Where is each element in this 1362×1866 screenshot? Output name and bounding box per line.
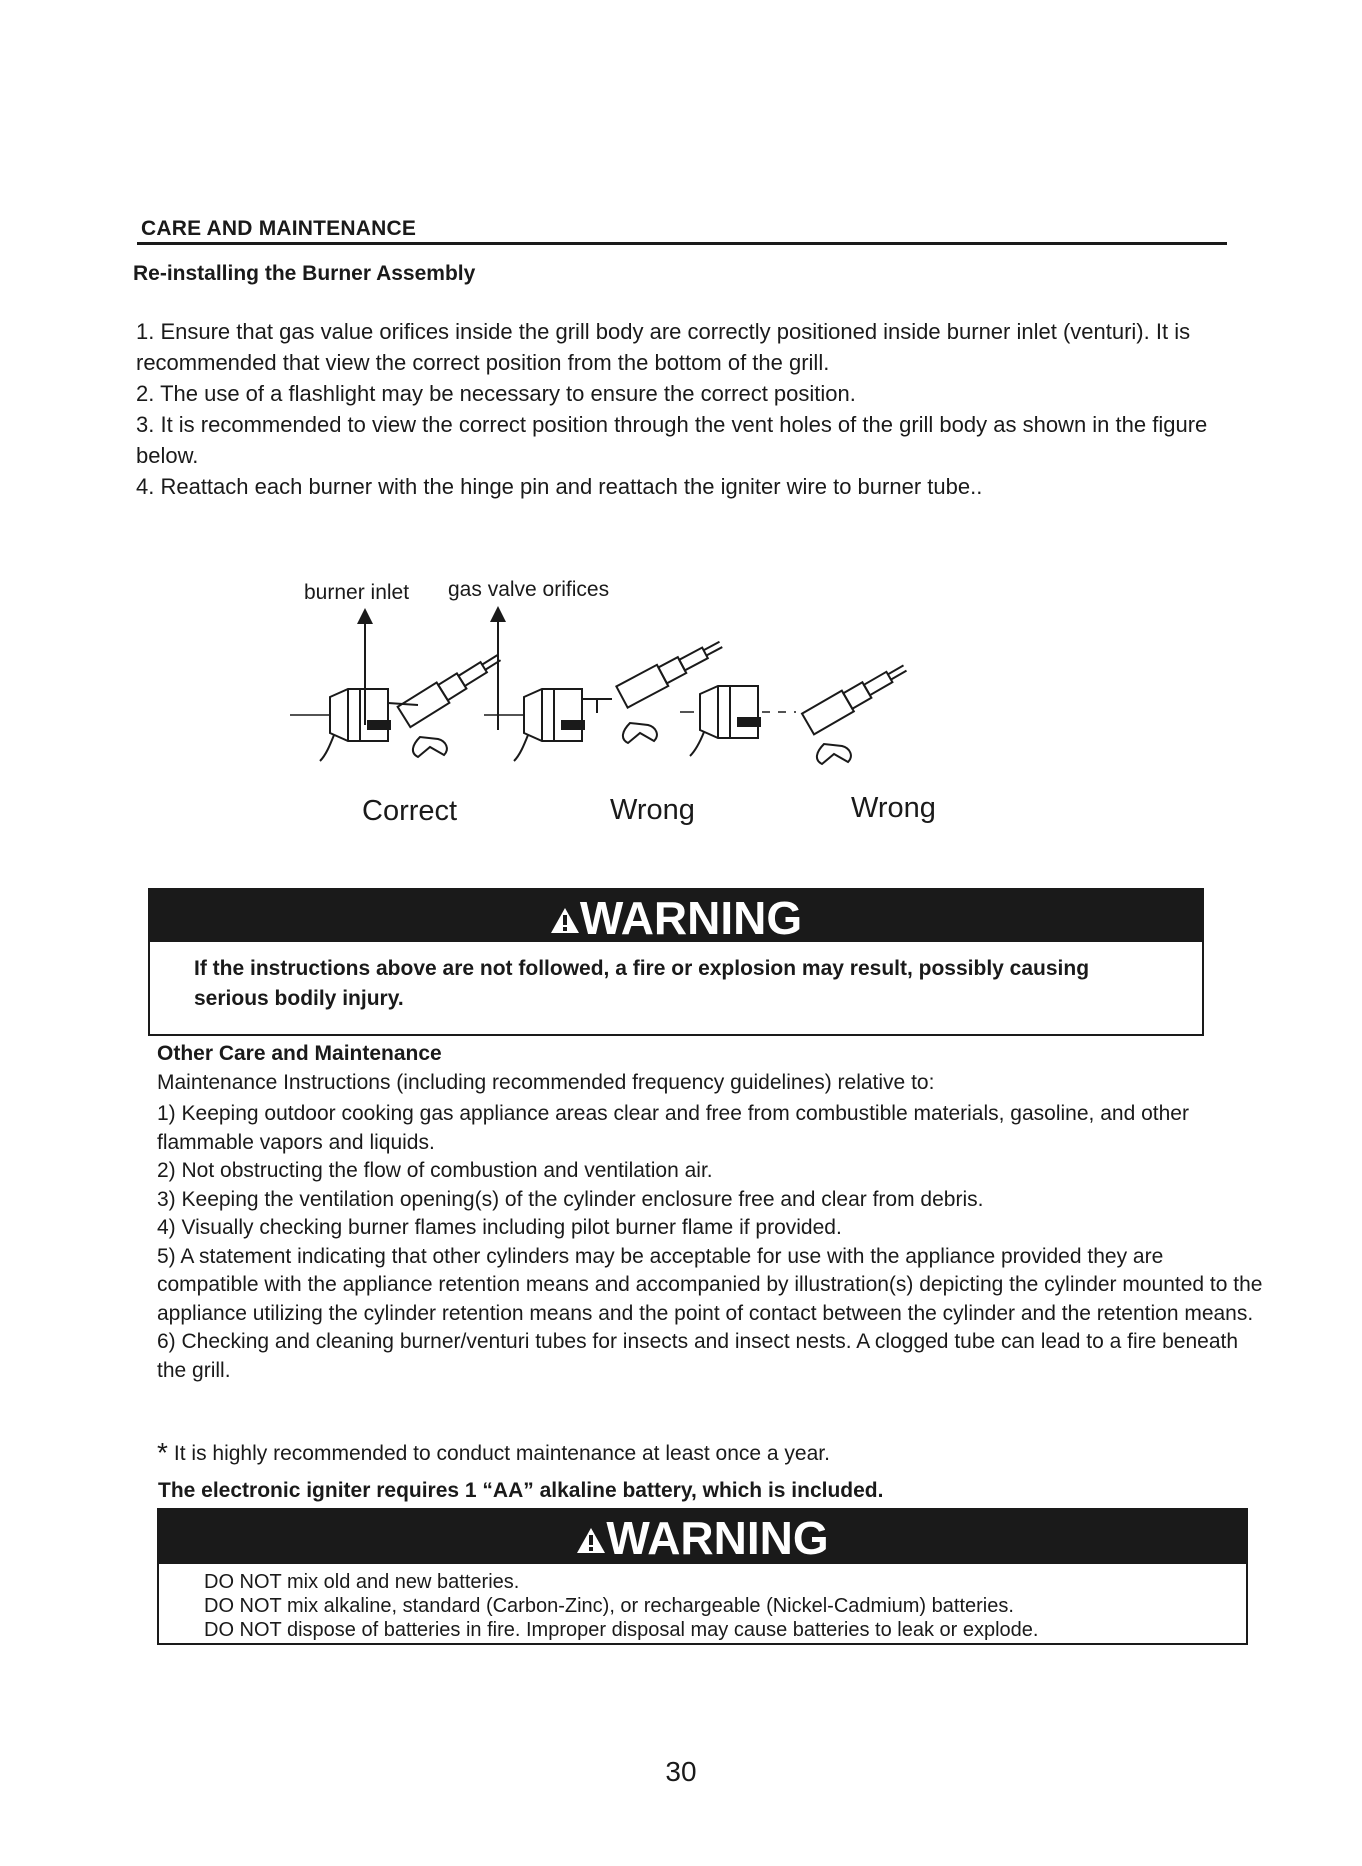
warning-title: WARNING <box>606 1512 829 1564</box>
warning-line: DO NOT dispose of batteries in fire. Improper disposal may cause batteries to leak or explode. <box>204 1619 1039 1641</box>
step-item: 1. Ensure that gas value orifices inside the grill body are correctly positioned inside burner inlet (venturi). It is recommended that view the correct position from the bottom of the grill. <box>136 319 1191 375</box>
step-item: 4. Reattach each burner with the hinge pin and reattach the igniter wire to burner tube.. <box>136 474 983 499</box>
warning-title: WARNING <box>579 892 803 944</box>
burner-assembly-wrong <box>680 658 911 764</box>
caption-correct: Correct <box>362 795 458 827</box>
warning-text: If the instructions above are not followed, a fire or explosion may result, possibly causing serious bodily injury. <box>194 957 1090 1010</box>
burner-assembly-correct <box>290 647 505 761</box>
warning-text <box>159 1564 1246 1642</box>
list-item: 3) Keeping the ventilation opening(s) of the cylinder enclosure free and clear from debris. <box>157 1187 984 1211</box>
subsection-title: Re-installing the Burner Assembly <box>133 262 476 285</box>
asterisk: * <box>157 1437 168 1468</box>
maintenance-note <box>157 1437 830 1469</box>
warning-triangle-icon <box>550 907 580 934</box>
warning-line: DO NOT mix old and new batteries. <box>204 1571 520 1593</box>
list-item: 5) A statement indicating that other cylinders may be acceptable for use with the appliance provided they are compatible with the appliance retention means and accompanied by illustration(s) depicting the cylinder mounted to the appliance utilizing the cylinder retention means and the point of contact between the cylinder and the retention means. <box>157 1244 1263 1325</box>
other-care-intro: Maintenance Instructions (including recommended frequency guidelines) relative to: <box>157 1070 935 1094</box>
note-text: It is highly recommended to conduct maintenance at least once a year. <box>173 1442 830 1465</box>
gas-valve-orifices-label: gas valve orifices <box>448 578 610 601</box>
burner-inlet-label: burner inlet <box>304 581 410 604</box>
section-title: CARE AND MAINTENANCE <box>141 217 417 240</box>
warning-box-fire <box>148 888 1204 1036</box>
warning-box-batteries <box>157 1508 1248 1645</box>
instruction-steps <box>136 316 1246 502</box>
list-item: 2) Not obstructing the flow of combustion and ventilation air. <box>157 1159 713 1182</box>
warning-header <box>150 890 1202 942</box>
list-item: 4) Visually checking burner flames including pilot burner flame if provided. <box>157 1216 842 1239</box>
warning-line: DO NOT mix alkaline, standard (Carbon-Zinc), or rechargeable (Nickel-Cadmium) batteries. <box>204 1595 1014 1617</box>
section-divider <box>137 242 1227 245</box>
other-care-section <box>157 1040 1267 1385</box>
page-number: 30 <box>665 1756 697 1787</box>
caption-wrong: Wrong <box>851 792 936 824</box>
warning-header <box>159 1510 1246 1564</box>
list-item: 6) Checking and cleaning burner/venturi tubes for insects and insect nests. A clogged tube can lead to a fire beneath the grill. <box>157 1330 1239 1382</box>
step-item: 3. It is recommended to view the correct position through the vent holes of the grill body as shown in the figure below. <box>136 412 1208 468</box>
battery-note: The electronic igniter requires 1 “AA” alkaline battery, which is included. <box>158 1479 884 1502</box>
burner-position-figure <box>290 570 1080 840</box>
warning-triangle-icon <box>576 1527 606 1554</box>
step-item: 2. The use of a flashlight may be necessary to ensure the correct position. <box>136 381 856 406</box>
other-care-heading: Other Care and Maintenance <box>157 1042 442 1065</box>
burner-assembly-wrong <box>484 634 727 761</box>
list-item: 1) Keeping outdoor cooking gas appliance areas clear and free from combustible materials, gasoline, and other flammable vapors and liquids. <box>157 1102 1189 1154</box>
caption-wrong: Wrong <box>610 794 695 826</box>
